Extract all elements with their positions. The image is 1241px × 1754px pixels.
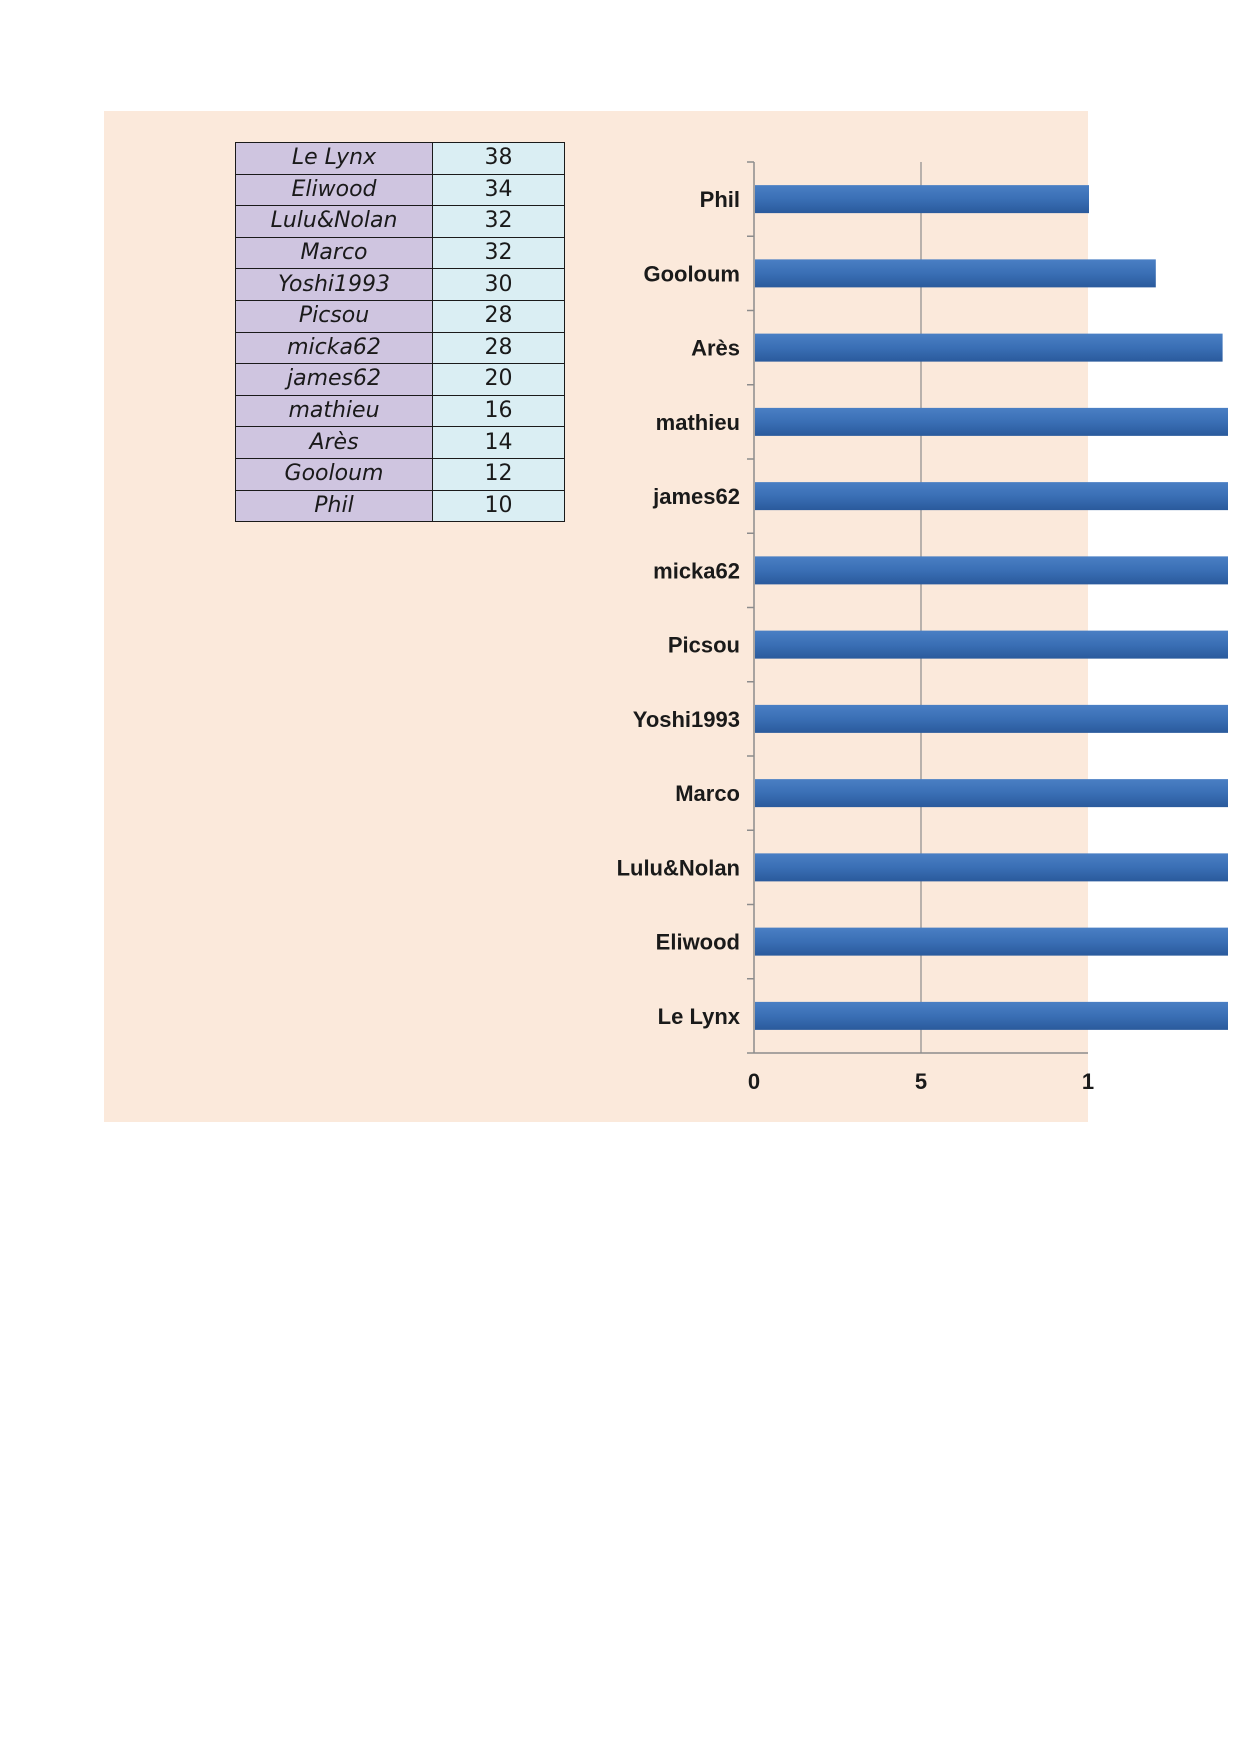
category-label: mathieu [655, 409, 740, 435]
player-name-cell: Eliwood [236, 174, 433, 206]
player-name-cell: Arès [236, 427, 433, 459]
player-score-cell: 28 [433, 300, 565, 332]
chart-bars [755, 185, 1228, 1030]
category-label: Phil [699, 187, 740, 213]
x-tick-label: 1 [1081, 1069, 1095, 1094]
player-name-cell: micka62 [236, 332, 433, 364]
chart-axes [747, 162, 1088, 1053]
player-score-cell: 20 [433, 364, 565, 396]
player-name-cell: Lulu&Nolan [236, 206, 433, 238]
category-label: Eliwood [655, 929, 740, 955]
player-score-cell: 10 [433, 490, 565, 522]
category-label: Marco [675, 781, 740, 807]
category-label: Picsou [667, 632, 740, 658]
player-score-cell: 14 [433, 427, 565, 459]
x-tick-label: 0 [747, 1069, 761, 1094]
bar-micka62 [755, 556, 1228, 584]
player-score-cell: 32 [433, 206, 565, 238]
player-score-cell: 32 [433, 237, 565, 269]
bar-Marco [755, 779, 1228, 807]
category-label: Gooloum [643, 261, 740, 287]
player-score-cell: 12 [433, 458, 565, 490]
bar-Lulu&Nolan [755, 853, 1228, 881]
category-label: Lulu&Nolan [616, 855, 740, 881]
bar-Eliwood [755, 928, 1228, 956]
player-score-cell: 34 [433, 174, 565, 206]
player-name-cell: james62 [236, 364, 433, 396]
bar-james62 [755, 482, 1228, 510]
bar-Phil [755, 185, 1089, 213]
bar-mathieu [755, 408, 1228, 436]
player-name-cell: Picsou [236, 300, 433, 332]
x-tick-label: 5 [914, 1069, 928, 1094]
bar-Yoshi1993 [755, 705, 1228, 733]
bar-Le Lynx [755, 1002, 1228, 1030]
category-label: Le Lynx [657, 1003, 740, 1029]
category-label: james62 [653, 484, 740, 510]
bar-Gooloum [755, 259, 1156, 287]
player-name-cell: Le Lynx [236, 143, 433, 175]
player-score-cell: 38 [433, 143, 565, 175]
player-name-cell: Yoshi1993 [236, 269, 433, 301]
player-score-cell: 28 [433, 332, 565, 364]
player-name-cell: Gooloum [236, 458, 433, 490]
category-label: Yoshi1993 [632, 706, 740, 732]
player-name-cell: Phil [236, 490, 433, 522]
player-name-cell: Marco [236, 237, 433, 269]
category-label: micka62 [653, 558, 740, 584]
category-label: Arès [691, 335, 740, 361]
bar-Arès [755, 334, 1223, 362]
player-score-cell: 30 [433, 269, 565, 301]
player-score-cell: 16 [433, 395, 565, 427]
bar-Picsou [755, 631, 1228, 659]
player-name-cell: mathieu [236, 395, 433, 427]
